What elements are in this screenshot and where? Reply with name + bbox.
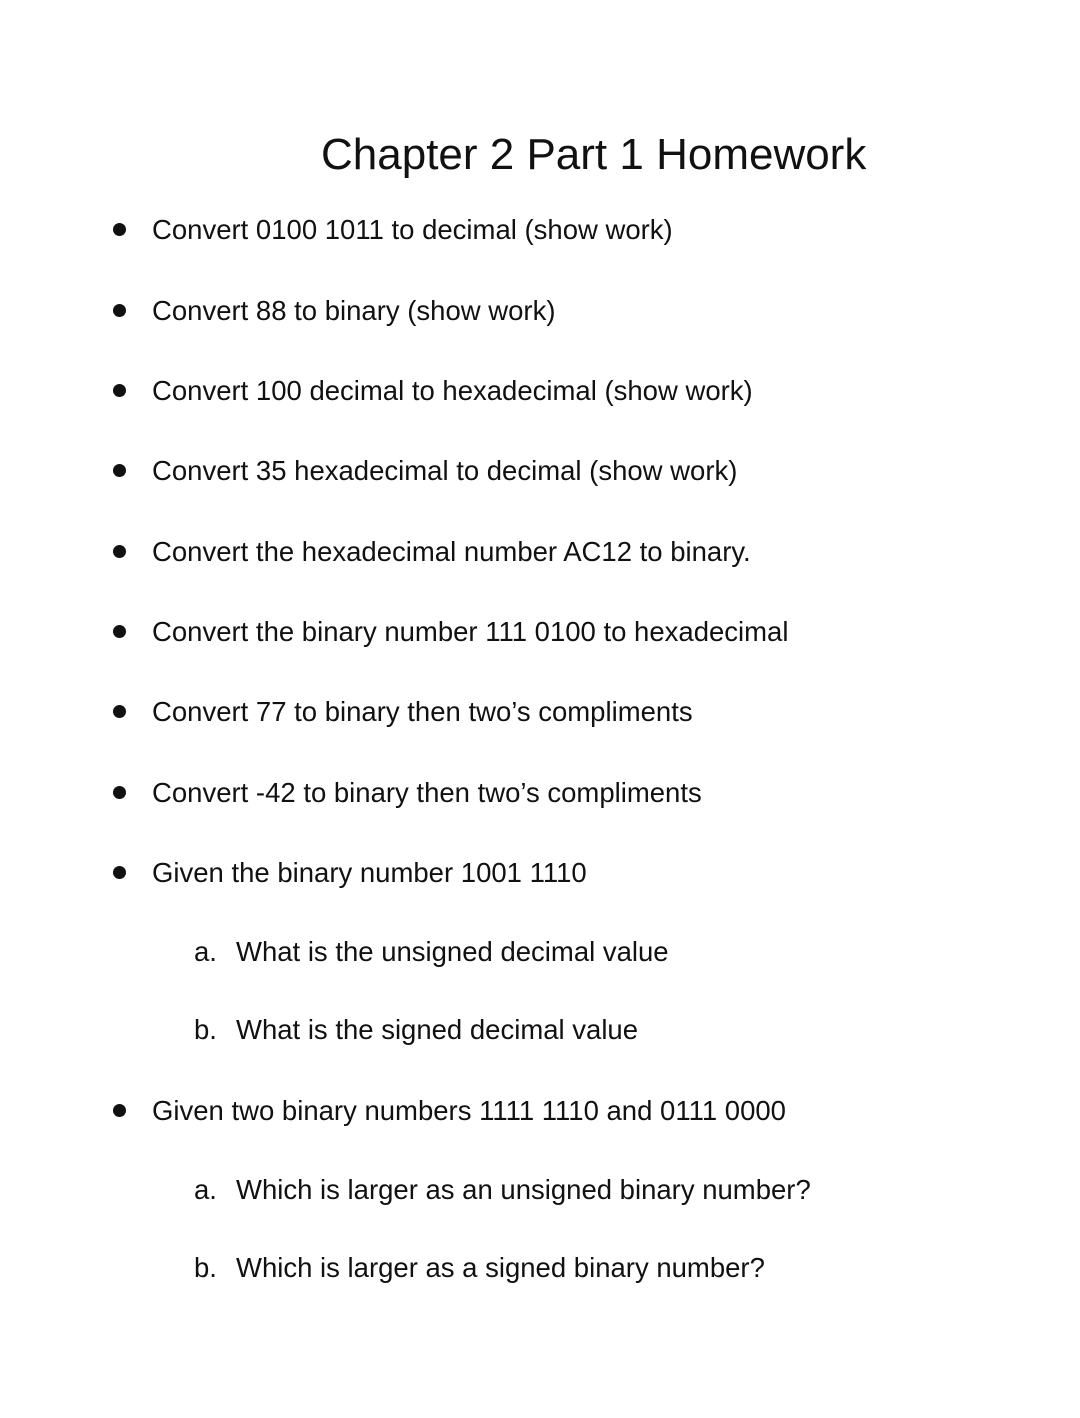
bullet-icon (113, 223, 126, 236)
bullet-icon (113, 545, 126, 558)
sublist-marker: b. (194, 1014, 217, 1045)
bullet-icon (113, 705, 126, 718)
bullet-icon (113, 786, 126, 799)
sublist-item: Which is larger as an unsigned binary number? (236, 1174, 811, 1205)
bullet-icon (113, 625, 126, 638)
list-item: Convert the binary number 111 0100 to hexadecimal (152, 616, 789, 647)
sublist-item: What is the signed decimal value (236, 1014, 639, 1045)
sublist-marker: b. (194, 1252, 217, 1283)
list-item: Given two binary numbers 1111 1110 and 0111 0000 (152, 1095, 786, 1126)
bullet-icon (113, 866, 126, 879)
bullet-icon (113, 464, 126, 477)
bullet-icon (113, 304, 126, 317)
list-item: Convert 35 hexadecimal to decimal (show work) (152, 455, 738, 486)
list-item: Convert 100 decimal to hexadecimal (show work) (152, 375, 753, 406)
sublist-marker: a. (194, 1174, 217, 1205)
list-item: Given the binary number 1001 1110 (152, 857, 587, 888)
list-item: Convert 77 to binary then two’s compliments (152, 696, 693, 727)
bullet-icon (113, 1104, 126, 1117)
sublist-item: What is the unsigned decimal value (236, 936, 669, 967)
sublist-marker: a. (194, 936, 217, 967)
list-item: Convert the hexadecimal number AC12 to binary. (152, 536, 751, 567)
bullet-icon (113, 384, 126, 397)
list-item: Convert 88 to binary (show work) (152, 295, 556, 326)
list-item: Convert 0100 1011 to decimal (show work) (152, 214, 673, 245)
page-title: Chapter 2 Part 1 Homework (321, 130, 867, 179)
sublist-item: Which is larger as a signed binary number? (236, 1252, 765, 1283)
list-item: Convert -42 to binary then two’s compliments (152, 777, 702, 808)
